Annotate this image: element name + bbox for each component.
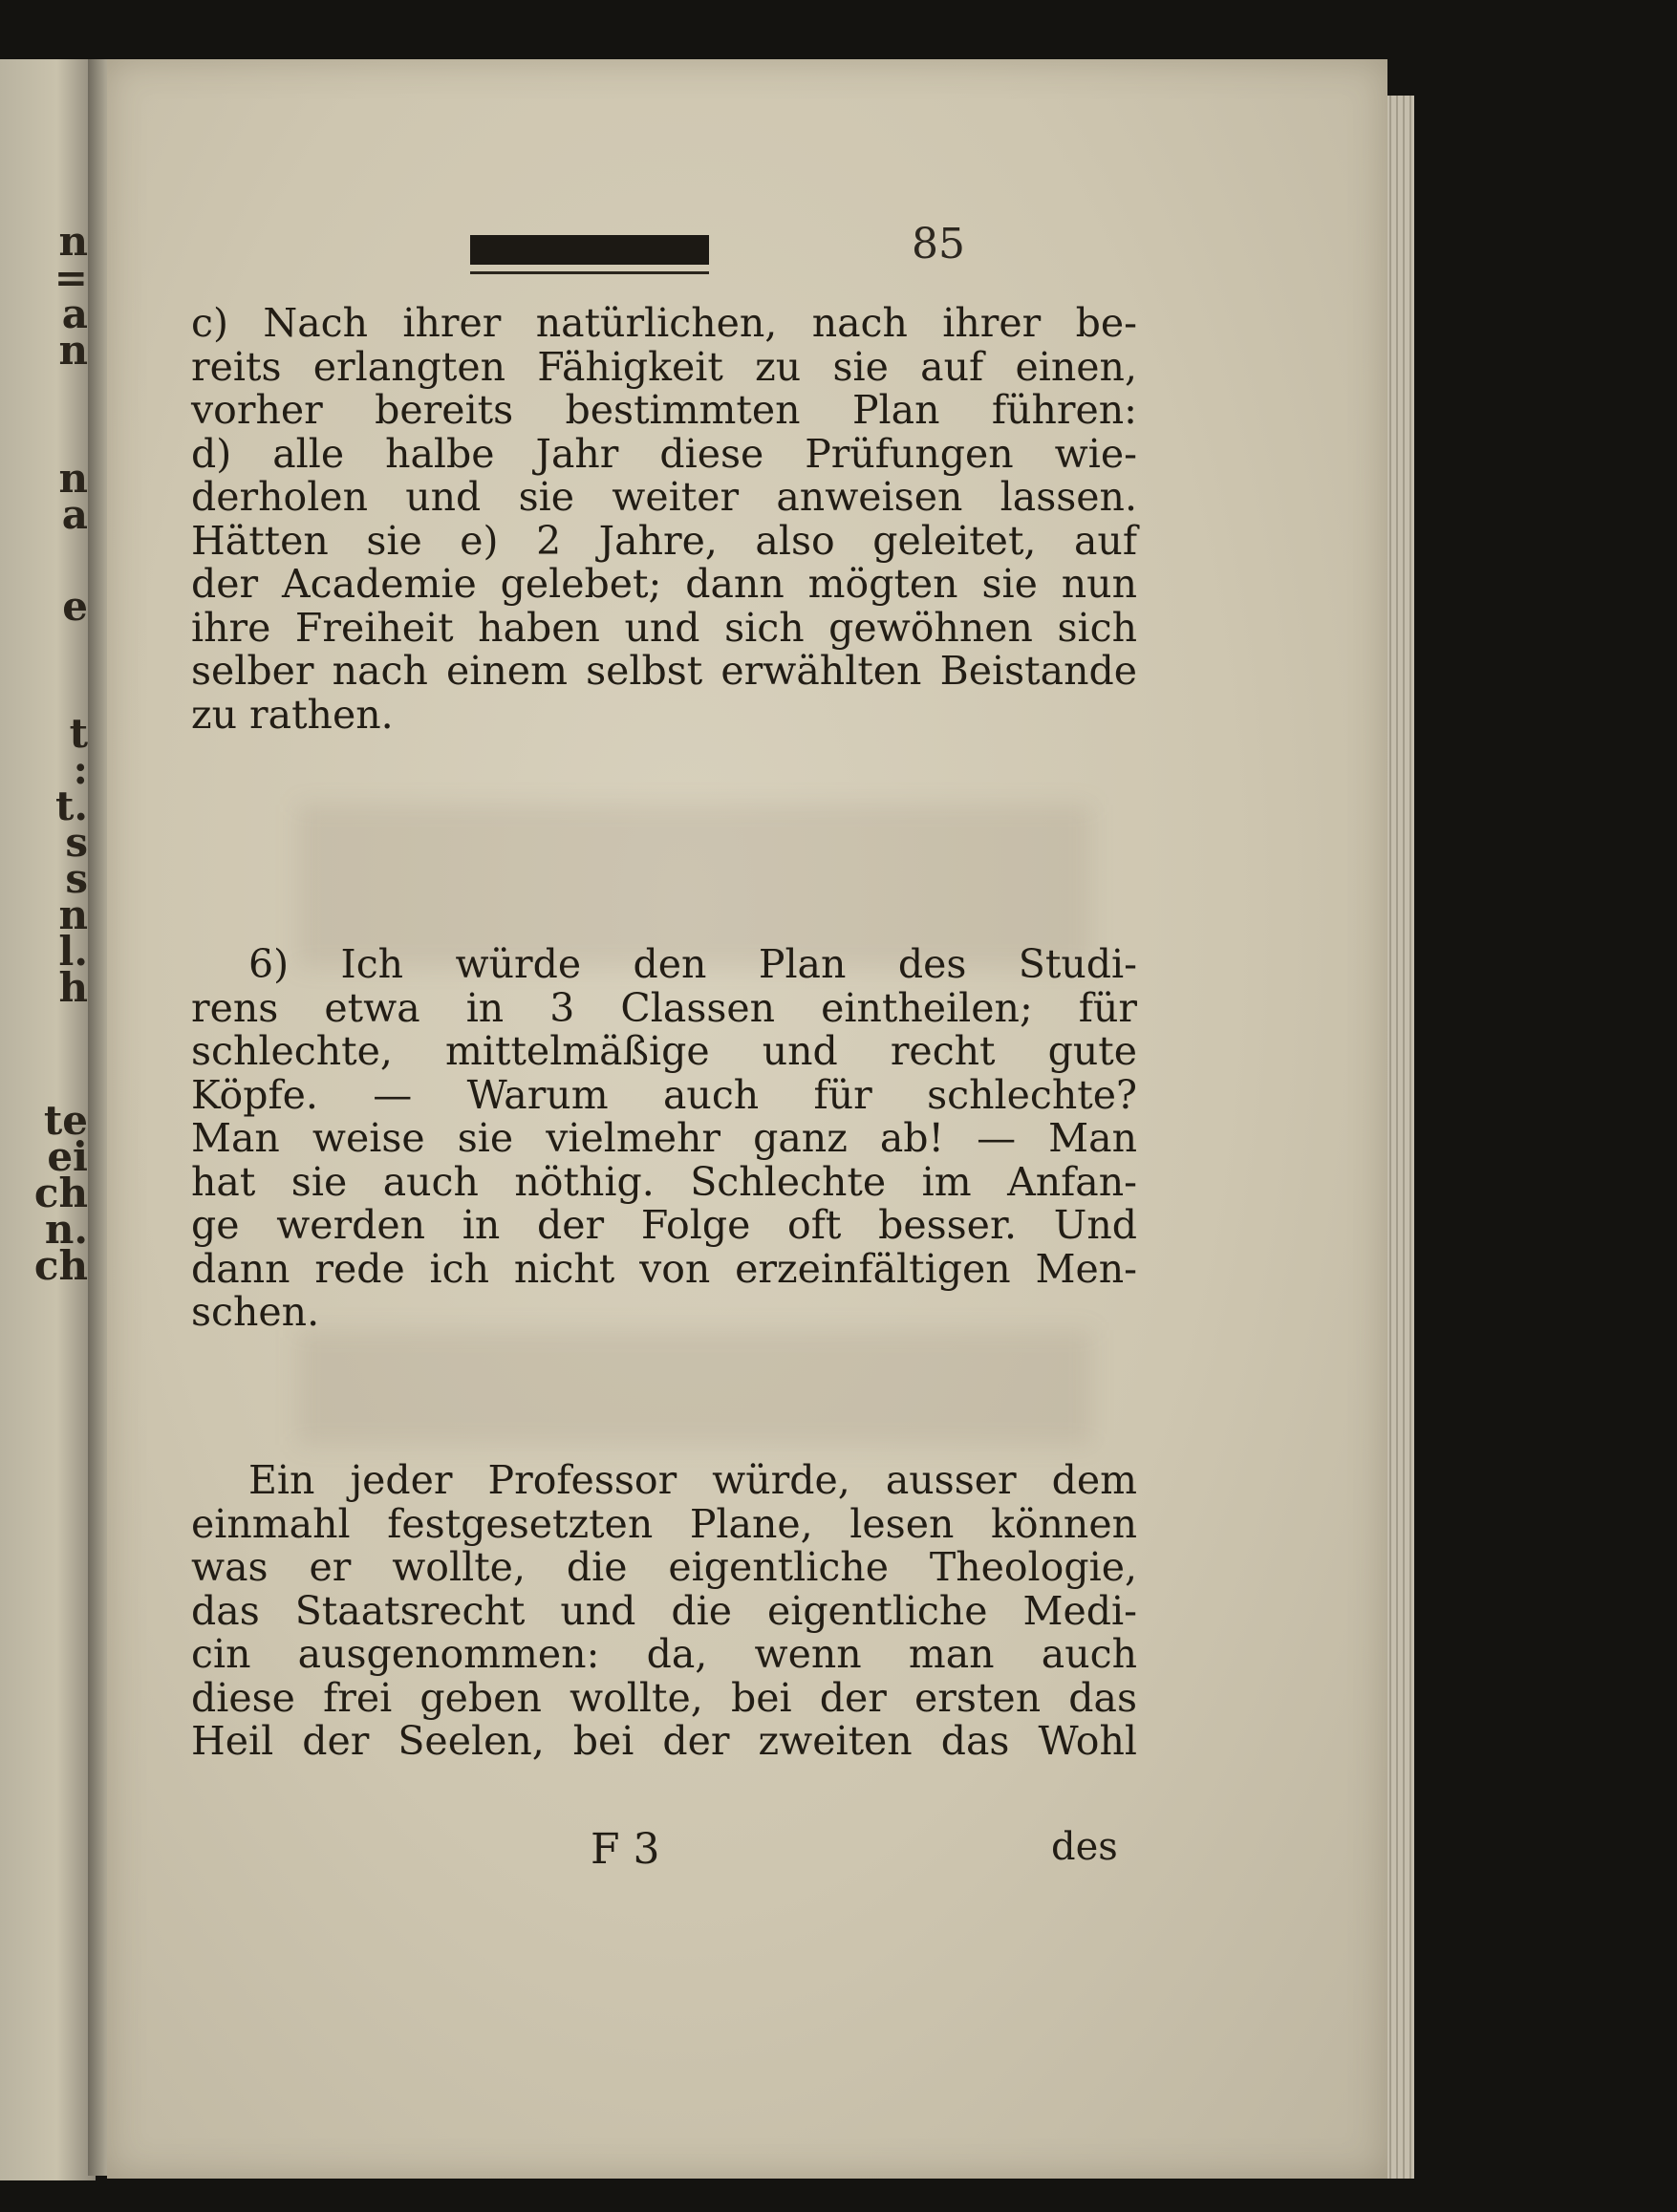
left-page-fragment: s xyxy=(65,855,88,902)
paragraph xyxy=(191,943,1137,1335)
text-line: ihre Freiheit haben und sich gewöhnen sich xyxy=(191,604,1137,651)
page-number: 85 xyxy=(912,220,965,268)
bleed-through xyxy=(298,1330,1091,1445)
left-page-fragment: : xyxy=(73,746,88,793)
text-line: 6) Ich würde den Plan des Studi- xyxy=(248,941,1137,987)
text-line: cin ausgenommen: da, wenn man auch xyxy=(191,1631,1137,1677)
text-line: Ein jeder Professor würde, ausser dem xyxy=(248,1457,1137,1503)
left-page-fragment: n xyxy=(58,327,88,374)
text-line: einmahl festgesetzten Plane, lesen können xyxy=(191,1500,1137,1547)
left-page-fragment: l. xyxy=(58,928,88,975)
left-page-fragment: h xyxy=(58,964,88,1011)
left-page-fragment: = xyxy=(54,254,88,301)
text-line: hat sie auch nöthig. Schlechte im Anfan- xyxy=(191,1158,1137,1205)
text-line: reits erlangten Fähigkeit zu sie auf einen, xyxy=(191,343,1137,390)
left-page-fragment: a xyxy=(61,290,88,337)
left-page-fragment: e xyxy=(62,583,88,630)
paragraph xyxy=(191,302,1137,737)
left-page-fragment: n xyxy=(58,455,88,502)
left-page-fragment: t. xyxy=(54,783,88,829)
text-line: d) alle halbe Jahr diese Prüfungen wie- xyxy=(191,430,1137,477)
text-line: Köpfe. — Warum auch für schlechte? xyxy=(191,1071,1137,1118)
left-page-fragment: te xyxy=(43,1097,88,1144)
left-page-fragment: n. xyxy=(44,1206,88,1253)
header-rule xyxy=(470,235,709,265)
text-line: vorher bereits bestimmten Plan führen: xyxy=(191,387,1137,433)
text-line: ge werden in der Folge oft besser. Und xyxy=(191,1202,1137,1248)
text-line: der Academie gelebet; dann mögten sie nun xyxy=(191,561,1137,607)
left-page-fragment: n xyxy=(58,891,88,938)
text-line: dann rede ich nicht von erzeinfältigen Men- xyxy=(191,1245,1137,1292)
text-line: Man weise sie vielmehr ganz ab! — Man xyxy=(191,1115,1137,1161)
left-page-fragment: n xyxy=(58,218,88,265)
text-line: selber nach einem selbst erwählten Beistande xyxy=(191,648,1137,694)
left-page-fragment: ch xyxy=(33,1170,88,1216)
text-line: das Staatsrecht und die eigentliche Medi- xyxy=(191,1587,1137,1634)
text-line: Hätten sie e) 2 Jahre, also geleitet, auf xyxy=(191,517,1137,564)
catchword: des xyxy=(1051,1825,1118,1869)
left-page-fragment: ch xyxy=(33,1242,88,1289)
left-page-edge xyxy=(0,59,96,2180)
signature-mark: F 3 xyxy=(591,1825,660,1874)
text-line: schlechte, mittelmäßige und recht gute xyxy=(191,1028,1137,1074)
text-line: zu rathen. xyxy=(191,691,394,738)
text-line: rens etwa in 3 Classen eintheilen; für xyxy=(191,984,1137,1031)
text-line: was er wollte, die eigentliche Theologie, xyxy=(191,1544,1137,1590)
text-line: Heil der Seelen, bei der zweiten das Wohl xyxy=(191,1718,1137,1764)
text-line: schen. xyxy=(191,1289,320,1335)
text-line: diese frei geben wollte, bei der ersten das xyxy=(191,1674,1137,1721)
text-line: c) Nach ihrer natürlichen, nach ihrer be- xyxy=(191,300,1137,346)
right-page xyxy=(107,59,1387,2179)
left-page-fragment: s xyxy=(65,819,88,866)
left-page-fragment: ei xyxy=(47,1133,88,1180)
left-page-fragment: t xyxy=(69,710,88,757)
left-page-fragment: a xyxy=(61,491,88,538)
text-line: derholen und sie weiter anweisen lassen. xyxy=(191,474,1137,520)
paragraph xyxy=(191,1459,1137,1764)
